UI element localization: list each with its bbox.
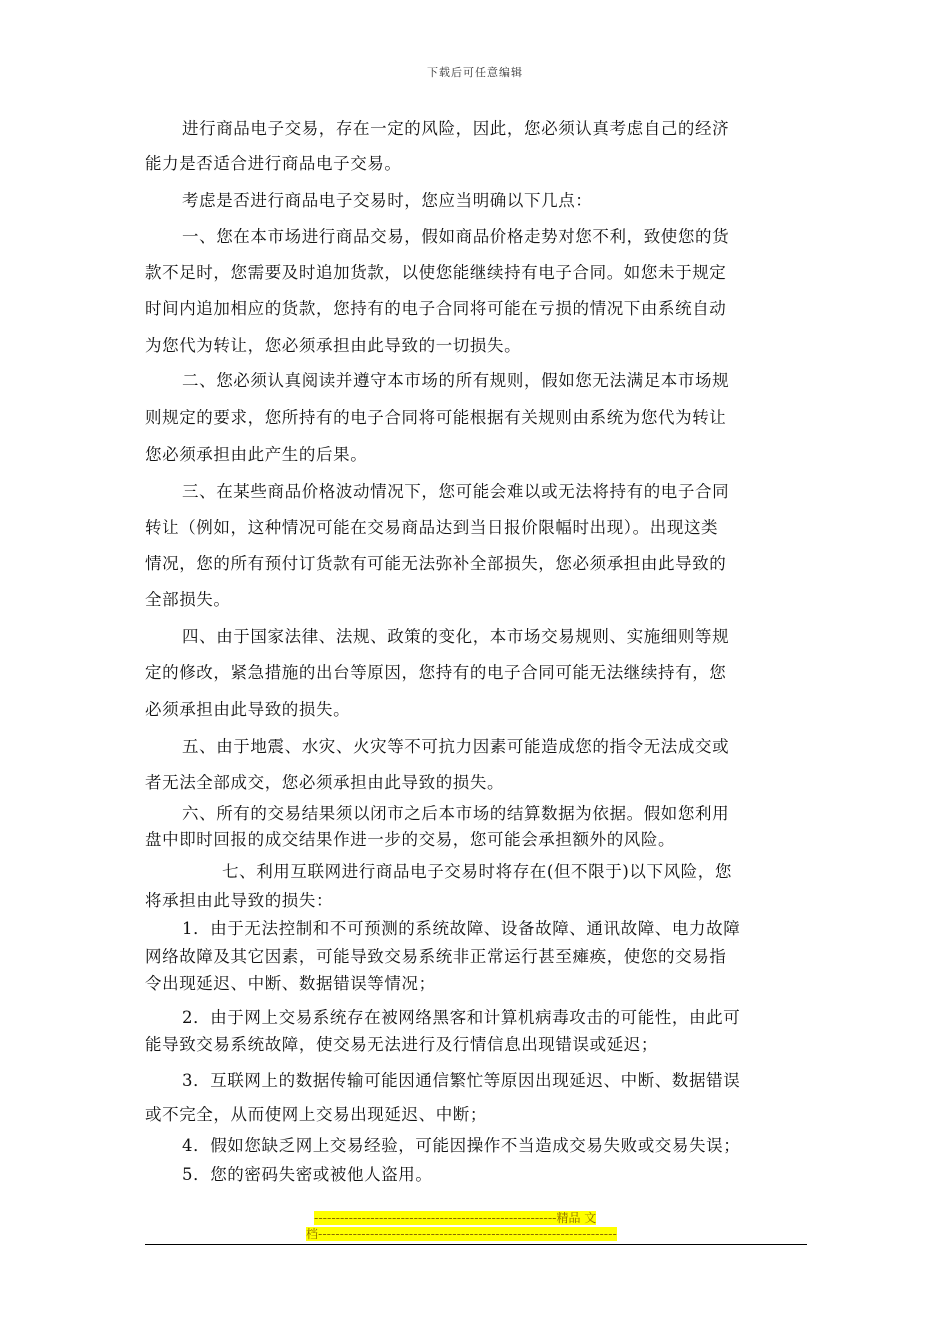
text-line: 时间内追加相应的货款，您持有的电子合同将可能在亏损的情况下由系统自动	[145, 299, 727, 318]
text-line: 为您代为转让，您必须承担由此导致的一切损失。	[145, 336, 522, 355]
text-line: 一、您在本市场进行商品交易，假如商品价格走势对您不利，致使您的货	[182, 227, 730, 246]
text-line: 五、由于地震、水灾、火灾等不可抗力因素可能造成您的指令无法成交或	[182, 737, 730, 756]
text-line: 四、由于国家法律、法规、政策的变化，本市场交易规则、实施细则等规	[182, 627, 730, 646]
footer-text-2: 档---------------------------------------------------------------------	[306, 1227, 617, 1241]
text-line: 5．您的密码失密或被他人盗用。	[182, 1165, 433, 1184]
text-line: 或不完全，从而使网上交易出现延迟、中断；	[145, 1105, 487, 1124]
text-line: 将承担由此导致的损失：	[145, 891, 334, 910]
text-line: 令出现延迟、中断、数据错误等情况；	[145, 974, 436, 993]
footer-band-2	[306, 1227, 646, 1242]
text-line: 全部损失。	[145, 590, 231, 609]
text-line: 三、在某些商品价格波动情况下，您可能会难以或无法将持有的电子合同	[182, 482, 730, 501]
text-line: 2．由于网上交易系统存在被网络黑客和计算机病毒攻击的可能性，由此可	[182, 1008, 741, 1027]
text-line: 考虑是否进行商品电子交易时，您应当明确以下几点：	[182, 191, 593, 210]
text-line: 必须承担由此导致的损失。	[145, 700, 351, 719]
text-line: 4．假如您缺乏网上交易经验，可能因操作不当造成交易失败或交易失误；	[182, 1136, 741, 1155]
text-line: 转让（例如，这种情况可能在交易商品达到当日报价限幅时出现）。出现这类	[145, 518, 719, 537]
footer-rule	[145, 1244, 807, 1245]
text-line: 您必须承担由此产生的后果。	[145, 445, 368, 464]
text-line: 能导致交易系统故障，使交易无法进行及行情信息出现错误或延迟；	[145, 1035, 658, 1054]
text-line: 能力是否适合进行商品电子交易。	[145, 154, 402, 173]
text-line: 网络故障及其它因素，可能导致交易系统非正常运行甚至瘫痪，使您的交易指	[145, 947, 727, 966]
text-line: 二、您必须认真阅读并遵守本市场的所有规则，假如您无法满足本市场规	[182, 371, 730, 390]
text-line: 款不足时，您需要及时追加货款，以使您能继续持有电子合同。如您未于规定	[145, 263, 727, 282]
text-line: 情况，您的所有预付订货款有可能无法弥补全部损失，您必须承担由此导致的	[145, 554, 727, 573]
text-line: 进行商品电子交易，存在一定的风险，因此，您必须认真考虑自己的经济	[182, 119, 730, 138]
footer-text-1: --------------------------------------------------------精品 文	[314, 1211, 597, 1225]
text-line: 盘中即时回报的成交结果作进一步的交易，您可能会承担额外的风险。	[145, 830, 676, 849]
text-line: 六、所有的交易结果须以闭市之后本市场的结算数据为依据。假如您利用	[182, 804, 730, 823]
text-line: 定的修改，紧急措施的出台等原因，您持有的电子合同可能无法继续持有，您	[145, 663, 727, 682]
text-line: 1．由于无法控制和不可预测的系统故障、设备故障、通讯故障、电力故障	[182, 919, 741, 938]
page-header: 下载后可任意编辑	[427, 66, 523, 79]
text-line: 3．互联网上的数据传输可能因通信繁忙等原因出现延迟、中断、数据错误	[182, 1071, 741, 1090]
text-line: 者无法全部成交，您必须承担由此导致的损失。	[145, 773, 505, 792]
text-line: 七、利用互联网进行商品电子交易时将存在(但不限于)以下风险，您	[222, 862, 732, 881]
text-line: 则规定的要求，您所持有的电子合同将可能根据有关规则由系统为您代为转让	[145, 408, 727, 427]
footer-band-1	[314, 1211, 654, 1226]
